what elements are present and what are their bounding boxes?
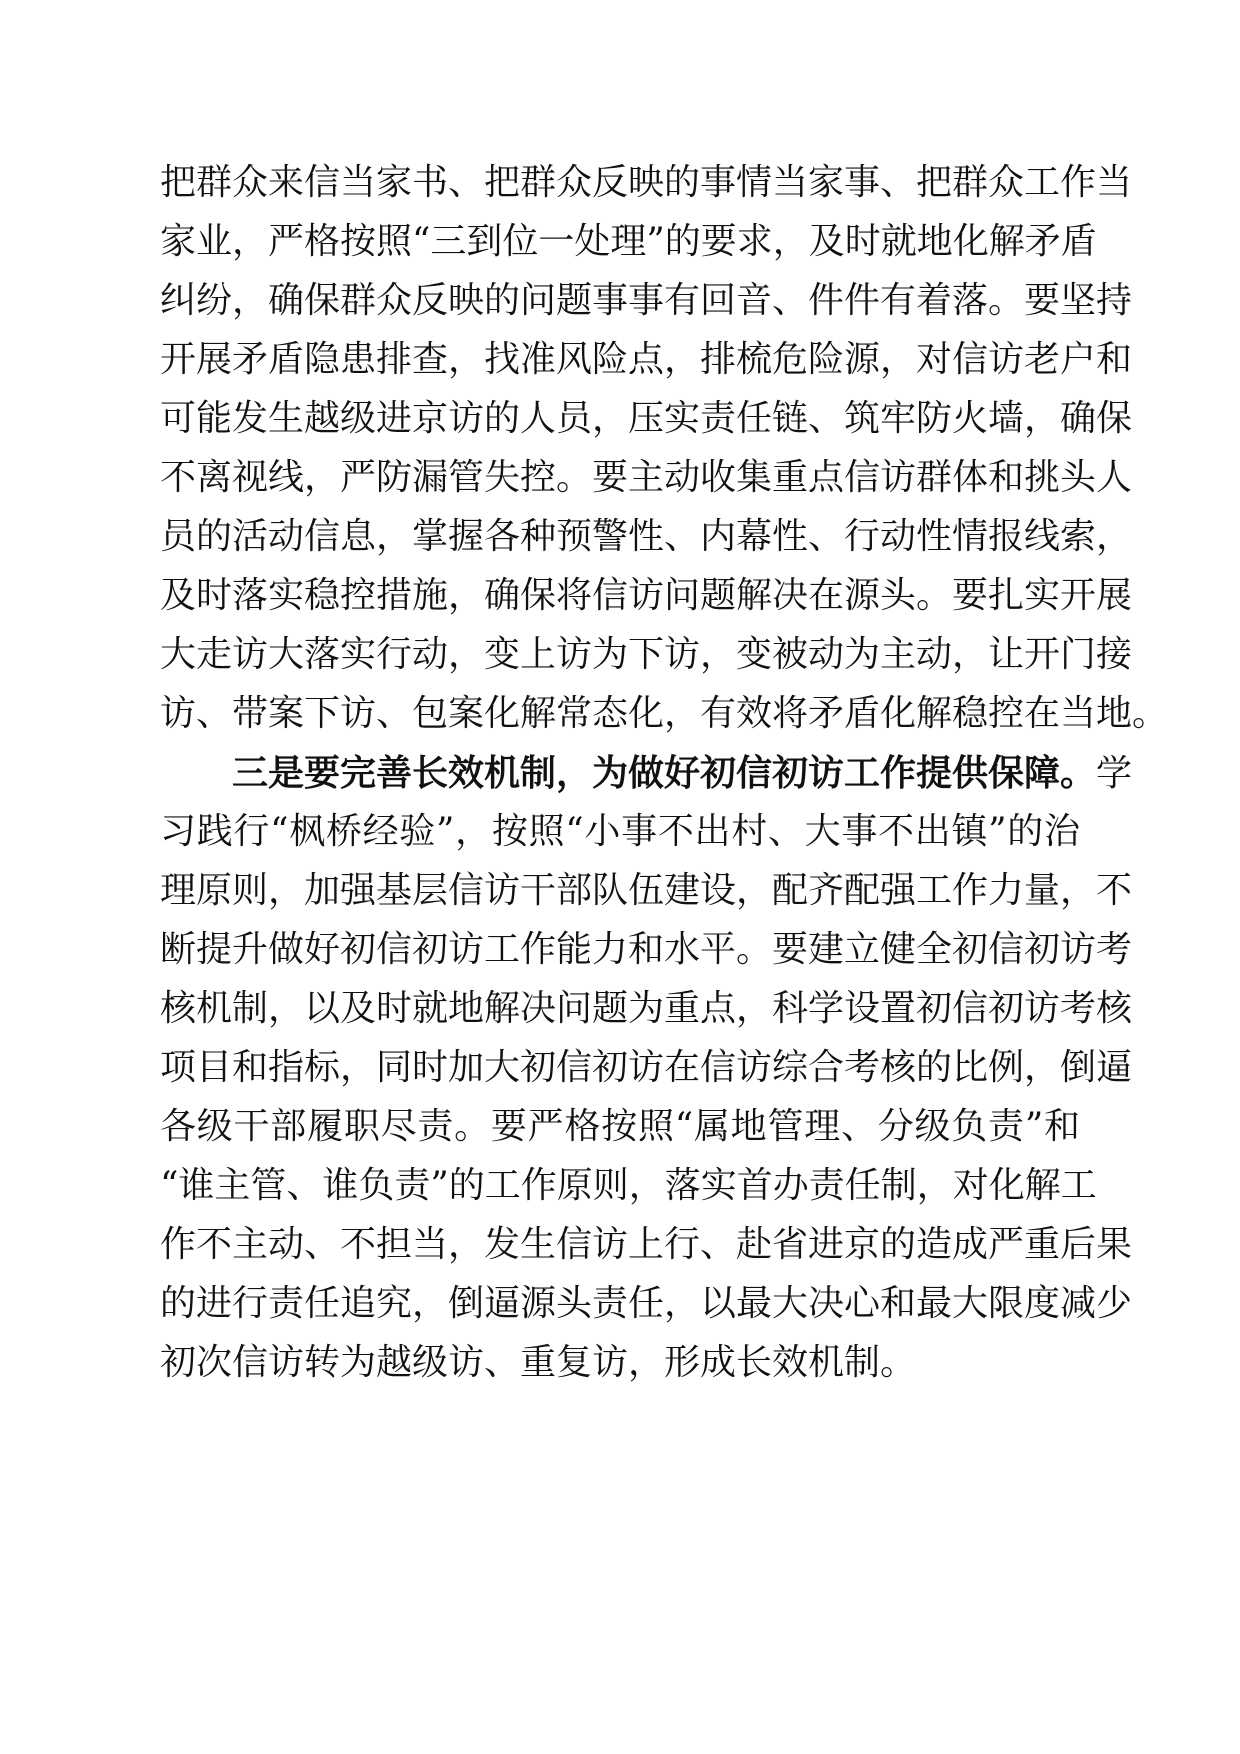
paragraph-line: 开展矛盾隐患排查，找准风险点，排梳危险源，对信访老户和 — [160, 339, 1133, 380]
paragraph-line: 核机制，以及时就地解决问题为重点，科学设置初信初访考核 — [160, 988, 1133, 1029]
paragraph-heading: 三是要完善长效机制，为做好初信初访工作提供保障。 — [232, 752, 1097, 794]
paragraph-line: 作不主动、不担当，发生信访上行、赴省进京的造成严重后果 — [160, 1224, 1133, 1265]
paragraph-line: 理原则，加强基层信访干部队伍建设，配齐配强工作力量，不 — [160, 870, 1133, 911]
paragraph-line: 各级干部履职尽责。要严格按照“属地管理、分级负责”和 — [160, 1106, 1080, 1147]
paragraph-first-line — [160, 740, 1133, 806]
paragraph-line: 初次信访转为越级访、重复访，形成长效机制。 — [160, 1342, 917, 1383]
paragraph-heading-tail: 学 — [1096, 753, 1133, 794]
paragraph-line: 习践行“枫桥经验”，按照“小事不出村、大事不出镇”的治 — [160, 811, 1080, 852]
paragraph-line: 访、带案下访、包案化解常态化，有效将矛盾化解稳控在当地。 — [160, 693, 1169, 734]
paragraph-line: 断提升做好初信初访工作能力和水平。要建立健全初信初访考 — [160, 929, 1133, 970]
paragraph-line: 项目和指标，同时加大初信初访在信访综合考核的比例，倒逼 — [160, 1047, 1133, 1088]
paragraph-line: 家业，严格按照“三到位一处理”的要求，及时就地化解矛盾 — [160, 221, 1097, 262]
paragraph-line: “谁主管、谁负责”的工作原则，落实首办责任制，对化解工 — [160, 1165, 1097, 1206]
paragraph-line: 员的活动信息，掌握各种预警性、内幕性、行动性情报线索， — [160, 516, 1133, 557]
paragraph-line: 把群众来信当家书、把群众反映的事情当家事、把群众工作当 — [160, 162, 1133, 203]
paragraph-line: 可能发生越级进京访的人员，压实责任链、筑牢防火墙，确保 — [160, 398, 1133, 439]
paragraph-line: 的进行责任追究，倒逼源头责任，以最大决心和最大限度减少 — [160, 1283, 1133, 1324]
paragraph-line: 纠纷，确保群众反映的问题事事有回音、件件有着落。要坚持 — [160, 280, 1133, 321]
paragraph-line: 不离视线，严防漏管失控。要主动收集重点信访群体和挑头人 — [160, 457, 1133, 498]
paragraph-line: 大走访大落实行动，变上访为下访，变被动为主动，让开门接 — [160, 634, 1133, 675]
paragraph-line: 及时落实稳控措施，确保将信访问题解决在源头。要扎实开展 — [160, 575, 1133, 616]
